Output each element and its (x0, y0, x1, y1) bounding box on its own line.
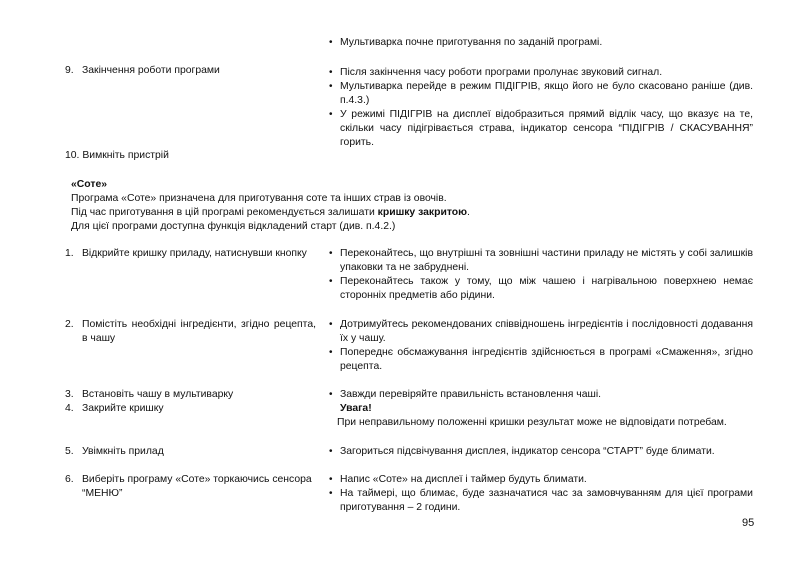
step-number: 3. (65, 389, 74, 400)
section-line-text: . (467, 207, 470, 218)
bullet-text: Попереднє обсмажування інгредієнтів здійснюється в програмі «Смаження», згідно рецепта. (340, 347, 753, 372)
bullet-text: Завжди перевіряйте правильність встановлення чаші. (340, 389, 602, 400)
bullet-icon: • (329, 248, 333, 259)
bullet-icon: • (329, 37, 333, 48)
step-number: 2. (65, 319, 74, 330)
bullet-text: Дотримуйтесь рекомендованих співвідношень інгредієнтів і послідовності додавання їх у чашу. (340, 319, 753, 344)
list-item (329, 445, 753, 459)
step-label: Закрийте кришку (82, 403, 164, 414)
bullet-text: Мультиварка почне приготування по заданій програмі. (340, 37, 603, 48)
bullet-icon: • (329, 67, 333, 78)
step-number: 6. (65, 474, 74, 485)
list-item (329, 318, 753, 346)
warning-text: При неправильному положенні кришки результат може не відповідати потребам. (337, 417, 727, 428)
bullet-icon: • (329, 276, 333, 287)
bullet-icon: • (329, 319, 333, 330)
section-line: Для цієї програми доступна функція відкладений старт (див. п.4.2.) (71, 221, 396, 232)
section-line: Програма «Соте» призначена для приготування соте та інших страв із овочів. (71, 193, 447, 204)
section-title: «Соте» (71, 179, 108, 190)
step-label: Помістіть необхідні інгредієнти, згідно рецепта, в чашу (82, 319, 316, 344)
bullet-icon: • (329, 474, 333, 485)
list-item (329, 275, 753, 303)
bullet-text: Переконайтесь також у тому, що між чашею і нагрівальною поверхнею немає сторонніх предметів або рідини. (340, 276, 753, 301)
bullet-text: Мультиварка перейде в режим ПІДІГРІВ, якщо його не було скасовано раніше (див. п.4.3.) (340, 81, 753, 106)
step-label: 10. Вимкніть пристрій (65, 150, 169, 161)
section-line-bold: кришку закритою (377, 207, 468, 218)
list-item (329, 66, 753, 80)
bullet-text: Напис «Соте» на дисплеї і таймер будуть блимати. (340, 474, 587, 485)
bullet-icon: • (329, 488, 333, 499)
section-line-text: Під час приготування в цій програмі рекомендується залишати (71, 207, 378, 218)
list-item (329, 80, 753, 108)
bullet-icon: • (329, 347, 333, 358)
list-item (329, 388, 753, 402)
list-item (329, 247, 753, 275)
bullet-text: Переконайтесь, що внутрішні та зовнішні частини приладу не містять у собі залишків упаковки та не забруднені. (340, 248, 753, 273)
bullet-text: Після закінчення часу роботи програми пролунає звуковий сигнал. (340, 67, 663, 78)
list-item (329, 346, 753, 374)
warning-title: Увага! (340, 403, 372, 414)
step-number: 5. (65, 446, 74, 457)
list-item (329, 473, 753, 487)
step-number: 4. (65, 403, 74, 414)
step-label: Відкрийте кришку приладу, натиснувши кнопку (82, 248, 307, 259)
list-item (329, 36, 753, 50)
step-label: Увімкніть прилад (82, 446, 164, 457)
step-label: Закінчення роботи програми (82, 65, 220, 76)
bullet-icon: • (329, 81, 333, 92)
bullet-text: На таймері, що блимає, буде зазначатися час за замовчуванням для цієї програми приготування – 2 години. (340, 488, 753, 513)
step-label: Встановіть чашу в мультиварку (82, 389, 234, 400)
bullet-icon: • (329, 389, 333, 400)
list-item (329, 487, 753, 515)
bullet-text: У режимі ПІДІГРІВ на дисплеї відобразиться прямий відлік часу, що вказує на те, скільки часу підігрівається страва, індикатор сенсора “ПІДІГРІВ / СКАСУВАННЯ” горить. (340, 109, 753, 148)
list-item (329, 108, 753, 150)
page-number: 95 (742, 517, 755, 529)
step-number: 1. (65, 248, 74, 259)
bullet-text: Загориться підсвічування дисплея, індикатор сенсора “СТАРТ” буде блимати. (340, 446, 715, 457)
bullet-icon: • (329, 446, 333, 457)
step-number: 9. (65, 65, 74, 76)
section-line (71, 206, 470, 220)
bullet-icon: • (329, 109, 333, 120)
step-label: Виберіть програму «Соте» торкаючись сенсора “МЕНЮ” (82, 474, 312, 499)
